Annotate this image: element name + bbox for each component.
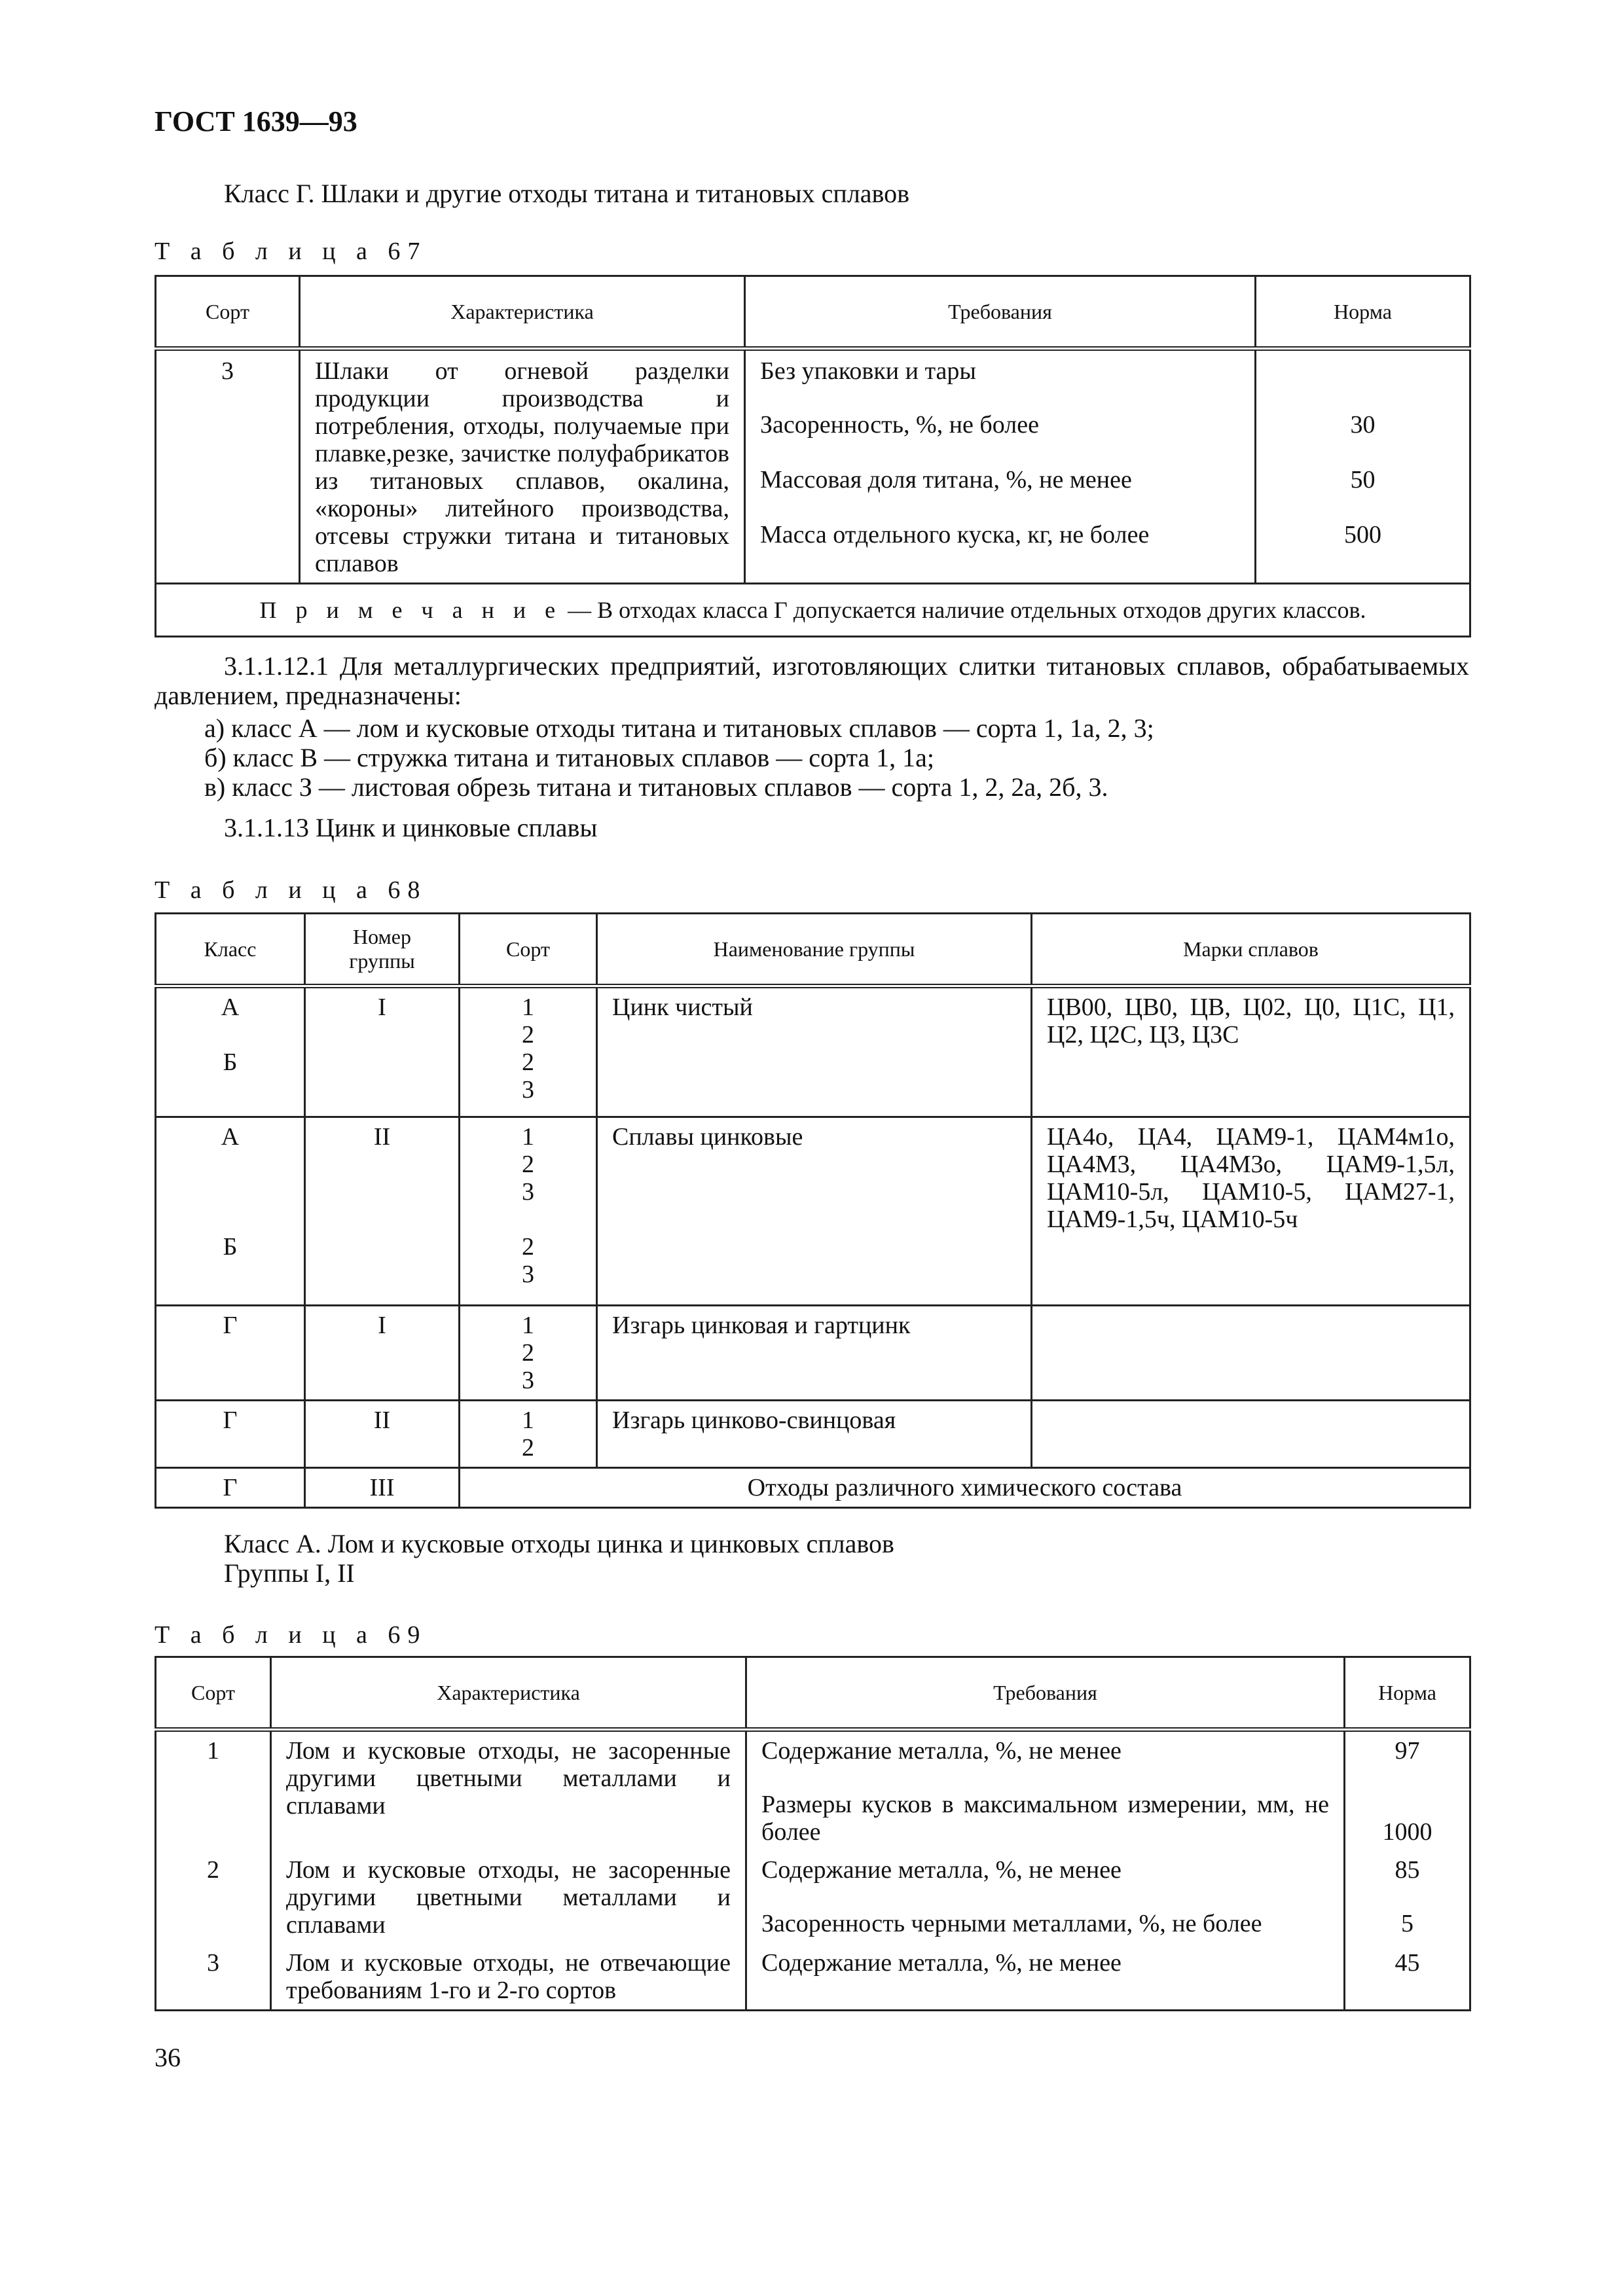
table67-header-characteristic: Характеристика	[300, 276, 745, 349]
note-text: — В отходах класса Г допускается наличие отдельных отходов других классов.	[562, 597, 1366, 623]
class-cell: Г	[156, 1468, 305, 1508]
section-g-title: Класс Г. Шлаки и другие отходы титана и титановых сплавов	[224, 179, 910, 208]
norm-value: 50	[1350, 466, 1376, 493]
group-name-cell: Изгарь цинково-свинцовая	[597, 1401, 1032, 1468]
section-a-groups: Группы I, II	[224, 1558, 355, 1588]
alloy-marks-cell	[1032, 1401, 1470, 1468]
sort-cell: 2	[156, 1851, 271, 1944]
table67-norm-cell	[1256, 349, 1470, 584]
sort-cell: 1 2 3	[460, 1306, 597, 1401]
sort-cell: 1 2	[460, 1401, 597, 1468]
table67-header-row	[156, 276, 1470, 349]
table69-header-norm: Норма	[1345, 1657, 1470, 1730]
characteristic-cell: Лом и кусковые отходы, не засоренные другими цветными металлами и сплавами	[271, 1851, 746, 1944]
table67	[155, 275, 1471, 637]
class-cell: А Б	[156, 986, 305, 1117]
alloy-marks-cell: ЦВ00, ЦВ0, ЦВ, Ц02, Ц0, Ц1С, Ц1, Ц2, Ц2С, Ц3, Ц3С	[1032, 986, 1470, 1117]
table67-note-row	[156, 584, 1470, 637]
group-name-cell: Цинк чистый	[597, 986, 1032, 1117]
requirement-item: Масса отдельного куска, кг, не более	[760, 521, 1150, 548]
table68-header-group: Номер группы	[305, 914, 460, 986]
list-item: в) класс З — листовая обрезь титана и титановых сплавов — сорта 1, 2, 2а, 2б, 3.	[204, 772, 1108, 802]
requirements-cell: Содержание металла, %, не менее	[746, 1944, 1345, 2011]
table68-header-marks: Марки сплавов	[1032, 914, 1470, 986]
mixed-composition-cell: Отходы различного химического состава	[460, 1468, 1470, 1508]
group-name-cell: Сплавы цинковые	[597, 1117, 1032, 1306]
norm-value: 5	[1401, 1910, 1413, 1937]
characteristic-cell: Лом и кусковые отходы, не отвечающие требованиям 1-го и 2-го сортов	[271, 1944, 746, 2011]
alloy-marks-cell: ЦА4о, ЦА4, ЦАМ9-1, ЦАМ4м1о, ЦА4М3, ЦА4М3о, ЦАМ9-1,5л, ЦАМ10-5л, ЦАМ10-5, ЦАМ27-1, ЦАМ9-1,5ч, ЦАМ10-5ч	[1032, 1117, 1470, 1306]
allocation-list	[204, 713, 1468, 802]
group-cell: II	[305, 1117, 460, 1306]
list-item: б) класс В — стружка титана и титановых сплавов — сорта 1, 1а;	[204, 743, 935, 772]
requirement-item: Массовая доля титана, %, не менее	[760, 466, 1132, 493]
table69-header-row	[156, 1657, 1470, 1730]
requirements-cell	[746, 1730, 1345, 1852]
table-row	[156, 1117, 1470, 1306]
table68-header-class: Класс	[156, 914, 305, 986]
table67-header-requirements: Требования	[745, 276, 1256, 349]
table69-header-requirements: Требования	[746, 1657, 1345, 1730]
sort-cell: 3	[156, 1944, 271, 2011]
class-cell: А Б	[156, 1117, 305, 1306]
class-cell: Г	[156, 1306, 305, 1401]
table67-header-sort: Сорт	[156, 276, 300, 349]
group-cell: I	[305, 986, 460, 1117]
class-cell: Г	[156, 1401, 305, 1468]
table68-header-sort: Сорт	[460, 914, 597, 986]
table-row	[156, 986, 1470, 1117]
norm-value	[1271, 357, 1455, 385]
requirement-item: Засоренность, %, не более	[760, 411, 1039, 439]
group-name-cell: Изгарь цинковая и гартцинк	[597, 1306, 1032, 1401]
section-a-title: Класс А. Лом и кусковые отходы цинка и цинковых сплавов	[224, 1529, 894, 1558]
table68	[155, 912, 1471, 1509]
table67-note	[156, 584, 1470, 637]
document-header: ГОСТ 1639—93	[155, 105, 357, 137]
requirement-item: Засоренность черными металлами, %, не более	[761, 1910, 1262, 1937]
requirement-item: Содержание металла, %, не менее	[761, 1856, 1122, 1884]
table67-requirements-cell	[745, 349, 1256, 584]
note-label: П р и м е ч а н и е	[259, 597, 562, 623]
table68-header-row	[156, 914, 1470, 986]
requirement-item: Без упаковки и тары	[760, 357, 976, 385]
requirement-item: Содержание металла, %, не менее	[761, 1737, 1122, 1765]
requirements-cell	[746, 1851, 1345, 1944]
table-row	[156, 1730, 1470, 1852]
characteristic-cell: Лом и кусковые отходы, не засоренные другими цветными металлами и сплавами	[271, 1730, 746, 1852]
sort-cell: 1 2 3 2 3	[460, 1117, 597, 1306]
table-row	[156, 1944, 1470, 2011]
table69	[155, 1656, 1471, 2011]
norm-value: 97	[1395, 1737, 1420, 1765]
sort-cell: 1 2 2 3	[460, 986, 597, 1117]
table67-sort-cell: 3	[156, 349, 300, 584]
table-row	[156, 1306, 1470, 1401]
norm-cell: 45	[1345, 1944, 1470, 2011]
table67-characteristic-cell: Шлаки от огневой разделки продукции производства и потребления, отходы, получаемые при плавке,резке, зачистке полуфабрикатов из титановых сплавов, окалина, «короны» литейного производства, отсевы стружки титана и титановых сплавов	[300, 349, 745, 584]
sort-cell: 1	[156, 1730, 271, 1852]
table69-header-characteristic: Характеристика	[271, 1657, 746, 1730]
norm-cell	[1345, 1730, 1470, 1852]
table67-header-norm: Норма	[1256, 276, 1470, 349]
table-row	[156, 1401, 1470, 1468]
norm-value: 85	[1395, 1856, 1420, 1884]
group-cell: II	[305, 1401, 460, 1468]
list-item: а) класс А — лом и кусковые отходы титана и титановых сплавов — сорта 1, 1а, 2, 3;	[204, 713, 1154, 743]
table-row	[156, 1851, 1470, 1944]
table68-header-name: Наименование группы	[597, 914, 1032, 986]
norm-value: 1000	[1382, 1818, 1432, 1846]
table-row	[156, 1468, 1470, 1508]
page-number: 36	[155, 2043, 181, 2072]
requirement-item: Размеры кусков в максимальном измерении, мм, не более	[761, 1791, 1329, 1846]
alloy-marks-cell	[1032, 1306, 1470, 1401]
paragraph-3-1-1-13: 3.1.1.13 Цинк и цинковые сплавы	[224, 813, 598, 842]
norm-value: 500	[1344, 521, 1381, 548]
table67-caption: Т а б л и ц а 67	[155, 238, 428, 265]
paragraph-3-1-1-12-1: 3.1.1.12.1 Для металлургических предприятий, изготовляющих слитки титановых сплавов, обрабатываемых давлением, предназначены:	[155, 651, 1469, 710]
table69-header-sort: Сорт	[156, 1657, 271, 1730]
table69-caption: Т а б л и ц а 69	[155, 1621, 428, 1649]
group-cell: III	[305, 1468, 460, 1508]
table-row	[156, 349, 1470, 584]
table68-caption: Т а б л и ц а 68	[155, 876, 428, 904]
group-cell: I	[305, 1306, 460, 1401]
norm-value: 30	[1350, 411, 1376, 439]
norm-cell	[1345, 1851, 1470, 1944]
